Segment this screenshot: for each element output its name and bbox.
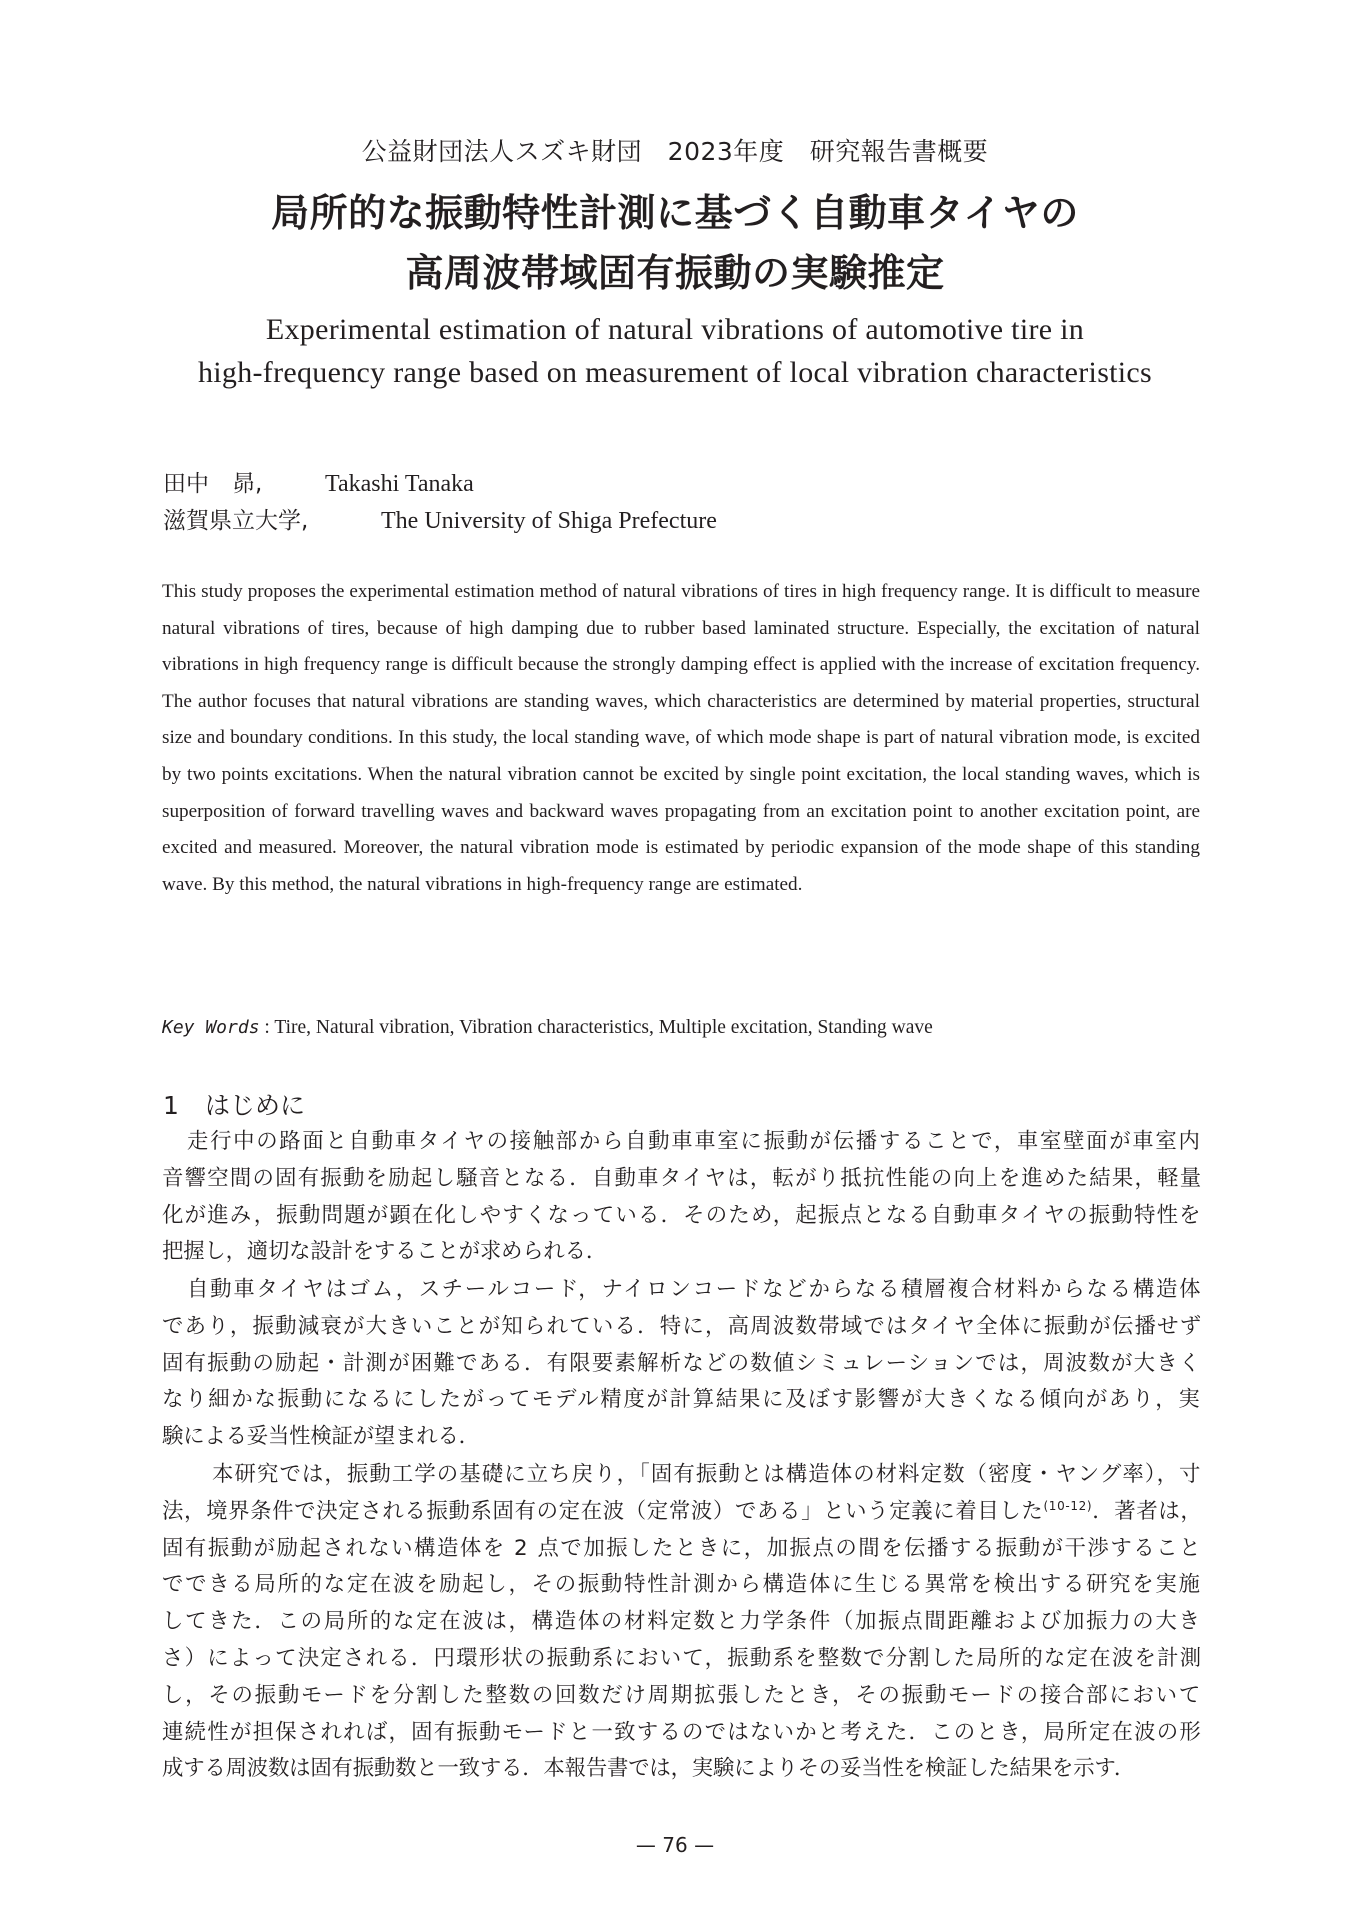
paragraph-line: さ）によって決定される．円環形状の振動系において，振動系を整数で分割した局所的な定在波を計測	[162, 1645, 1203, 1671]
title-english-line-1: Experimental estimation of natural vibrations of automotive tire in	[265, 313, 1085, 346]
keywords-text: Tire, Natural vibration, Vibration characteristics, Multiple excitation, Standing wave	[274, 1017, 933, 1038]
section-title: はじめに	[205, 1091, 306, 1120]
section-number: 1	[163, 1091, 179, 1120]
paragraph-line: 連続性が担保されれば，固有振動モードと一致するのではないかと考えた．このとき，局所定在波の形	[162, 1719, 1203, 1745]
paragraph-line: 固有振動の励起・計測が困難である．有限要素解析などの数値シミュレーションでは，周波数が大きく	[162, 1350, 1202, 1376]
title-english-line-2: high-frequency range based on measurement of local vibration characteristics	[197, 356, 1153, 389]
paragraph-line: 把握し，適切な設計をすることが求められる．	[162, 1239, 608, 1265]
paragraph-line: でできる局所的な定在波を励起し，その振動特性計測から構造体に生じる異常を検出する研究を実施	[162, 1572, 1202, 1598]
intro-paragraph-1	[162, 1124, 1202, 1271]
paragraph-line: 音響空間の固有振動を励起し騒音となる．自動車タイヤは，転がり抵抗性能の向上を進めた結果，軽量	[162, 1165, 1203, 1191]
affiliation-row	[163, 502, 717, 535]
paragraph-text: 法，境界条件で決定される振動系固有の定在波（定常波）である」という定義に着目した	[162, 1498, 1044, 1524]
paragraph-text: ．著者は，	[1092, 1498, 1203, 1524]
paragraph-line: 験による妥当性検証が望まれる．	[162, 1424, 480, 1450]
section-heading	[163, 1086, 305, 1122]
keywords-separator: :	[259, 1017, 275, 1038]
keywords	[162, 1017, 933, 1039]
author-row	[163, 465, 474, 498]
title-japanese-line-1: 局所的な振動特性計測に基づく自動車タイヤの	[271, 191, 1079, 235]
paragraph-line: し，その振動モードを分割した整数の回数だけ周期拡張したとき，その振動モードの接合部において	[162, 1682, 1203, 1708]
author-name-english: Takashi Tanaka	[325, 471, 474, 497]
title-japanese-line-2: 高周波帯域固有振動の実験推定	[405, 251, 945, 295]
paragraph-line: なり細かな振動になるにしたがってモデル精度が計算結果に及ぼす影響が大きくなる傾向があり，実	[162, 1387, 1202, 1413]
paragraph-line: 成する周波数は固有振動数と一致する．本報告書では，実験によりその妥当性を検証した結果を示す．	[162, 1756, 1136, 1782]
intro-paragraph-3	[162, 1457, 1202, 1788]
paragraph-line: 化が進み，振動問題が顕在化しやすくなっている．そのため，起振点となる自動車タイヤの振動特性を	[162, 1202, 1202, 1228]
keywords-label: Key Words	[162, 1017, 260, 1038]
paragraph-line: 走行中の路面と自動車タイヤの接触部から自動車車室に振動が伝播することで，車室壁面が車室内	[187, 1129, 1202, 1154]
intro-paragraph-2	[162, 1272, 1202, 1456]
paragraph-line: 固有振動が励起されない構造体を 2 点で加振したときに，加振点の間を伝播する振動が干渉すること	[162, 1535, 1202, 1561]
paragraph-line: であり，振動減衰が大きいことが知られている．特に，高周波数帯域ではタイヤ全体に振動が伝播せず	[162, 1313, 1203, 1339]
paragraph-line	[162, 1494, 1202, 1531]
reference-citation[interactable]: (10-12)	[1043, 1498, 1093, 1513]
affiliation-japanese: 滋賀県立大学,	[163, 508, 309, 534]
paragraph-line: してきた．この局所的な定在波は，構造体の材料定数と力学条件（加振点間距離および加振力の大き	[162, 1609, 1202, 1635]
paragraph-line: 本研究では，振動工学の基礎に立ち戻り，「固有振動とは構造体の材料定数（密度・ヤング率），寸	[212, 1462, 1202, 1487]
paragraph-line: 自動車タイヤはゴム，スチールコード，ナイロンコードなどからなる積層複合材料からなる構造体	[187, 1277, 1203, 1302]
affiliation-english: The University of Shiga Prefecture	[381, 508, 717, 534]
report-series-header: 公益財団法人スズキ財団 2023年度 研究報告書概要	[361, 137, 989, 166]
author-name-japanese: 田中 昴,	[163, 471, 263, 497]
abstract: This study proposes the experimental estimation method of natural vibrations of tires in high frequency range. It is difficult to measure natural vibrations of tires, because of high damping due to rubber based laminated structure. Especially, the excitation of natural vibrations in high frequency range is difficult because the strongly damping effect is applied with the increase of excitation frequency. The author focuses that natural vibrations are standing waves, which characteristics are determined by material properties, structural size and boundary conditions. In this study, the local standing wave, of which mode shape is part of natural vibration mode, is excited by two points excitations. When the natural vibration cannot be excited by single point excitation, the local standing waves, which is superposition of forward travelling waves and backward waves propagating from an excitation point to another excitation point, are excited and measured. Moreover, the natural vibration mode is estimated by periodic expansion of the mode shape of this standing wave. By this method, the natural vibrations in high-frequency range are estimated.	[162, 581, 1200, 895]
page-number: — 76 —	[635, 1833, 715, 1857]
